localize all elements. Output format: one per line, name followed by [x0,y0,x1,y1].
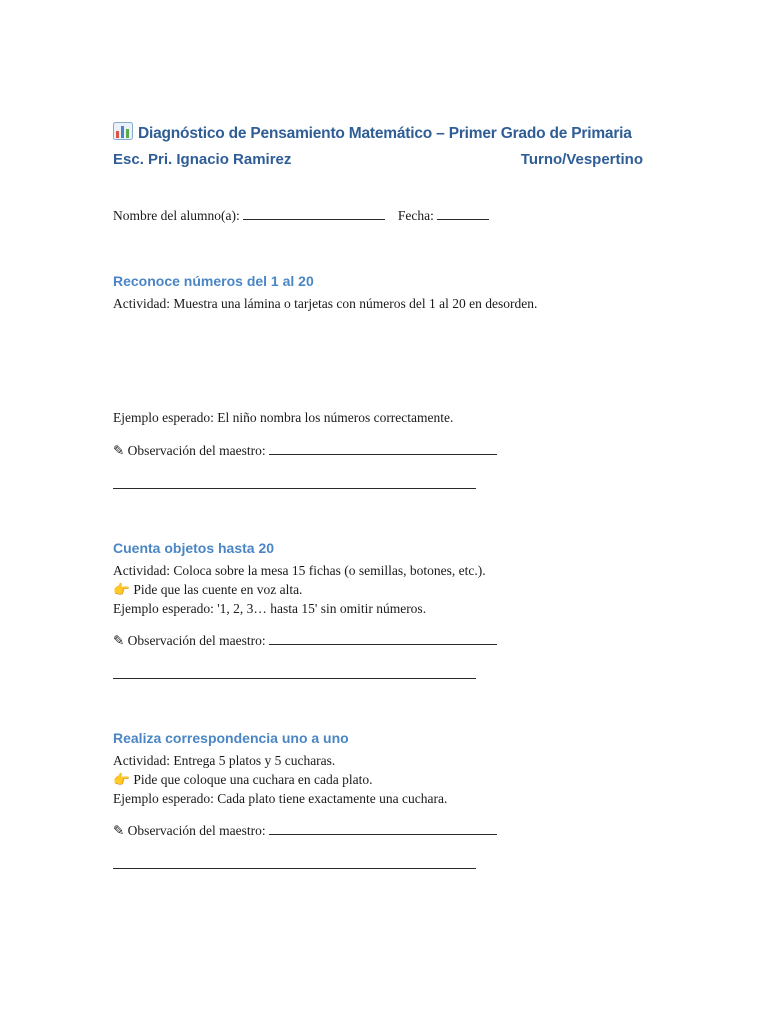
observation-label: ✎ Observación del maestro: [113,633,266,648]
date-blank[interactable] [437,207,489,220]
observation-blank[interactable] [269,632,497,645]
section-instruction [113,770,373,789]
observation-blank[interactable] [269,822,497,835]
document-title [113,122,632,145]
instruction-text: Pide que las cuente en voz alta. [133,582,303,597]
pointing-hand-icon: 👉 [113,582,130,597]
section-example: Ejemplo esperado: '1, 2, 3… hasta 15' sin omitir números. [113,601,427,616]
student-info-line [113,206,489,225]
observation-label: ✎ Observación del maestro: [113,443,266,458]
section-heading-recognize-numbers: Reconoce números del 1 al 20 [113,273,314,289]
observation-line [113,441,497,460]
section-heading-one-to-one: Realiza correspondencia uno a uno [113,730,349,746]
bar-chart-icon [113,122,133,145]
pointing-hand-icon: 👉 [113,772,130,787]
section-example: Ejemplo esperado: El niño nombra los números correctamente. [113,410,454,425]
observation-extra-line[interactable] [113,488,476,489]
section-instruction [113,580,302,599]
section-example: Ejemplo esperado: Cada plato tiene exactamente una cuchara. [113,791,448,806]
title-text: Diagnóstico de Pensamiento Matemático – Primer Grado de Primaria [138,125,632,142]
section-activity: Actividad: Muestra una lámina o tarjetas con números del 1 al 20 en desorden. [113,296,538,311]
observation-label: ✎ Observación del maestro: [113,823,266,838]
observation-extra-line[interactable] [113,678,476,679]
observation-blank[interactable] [269,442,497,455]
date-label: Fecha: [397,208,434,223]
school-shift: Turno/Vespertino [520,151,643,168]
student-name-label: Nombre del alumno(a): [113,208,240,223]
student-name-blank[interactable] [243,207,385,220]
section-activity: Actividad: Coloca sobre la mesa 15 fichas (o semillas, botones, etc.). [113,563,486,578]
section-heading-count-objects: Cuenta objetos hasta 20 [113,540,275,556]
school-name: Esc. Pri. Ignacio Ramirez [113,151,292,168]
section-activity: Actividad: Entrega 5 platos y 5 cucharas. [113,753,336,768]
observation-line [113,821,497,840]
observation-extra-line[interactable] [113,868,476,869]
instruction-text: Pide que coloque una cuchara en cada plato. [133,772,373,787]
observation-line [113,631,497,650]
